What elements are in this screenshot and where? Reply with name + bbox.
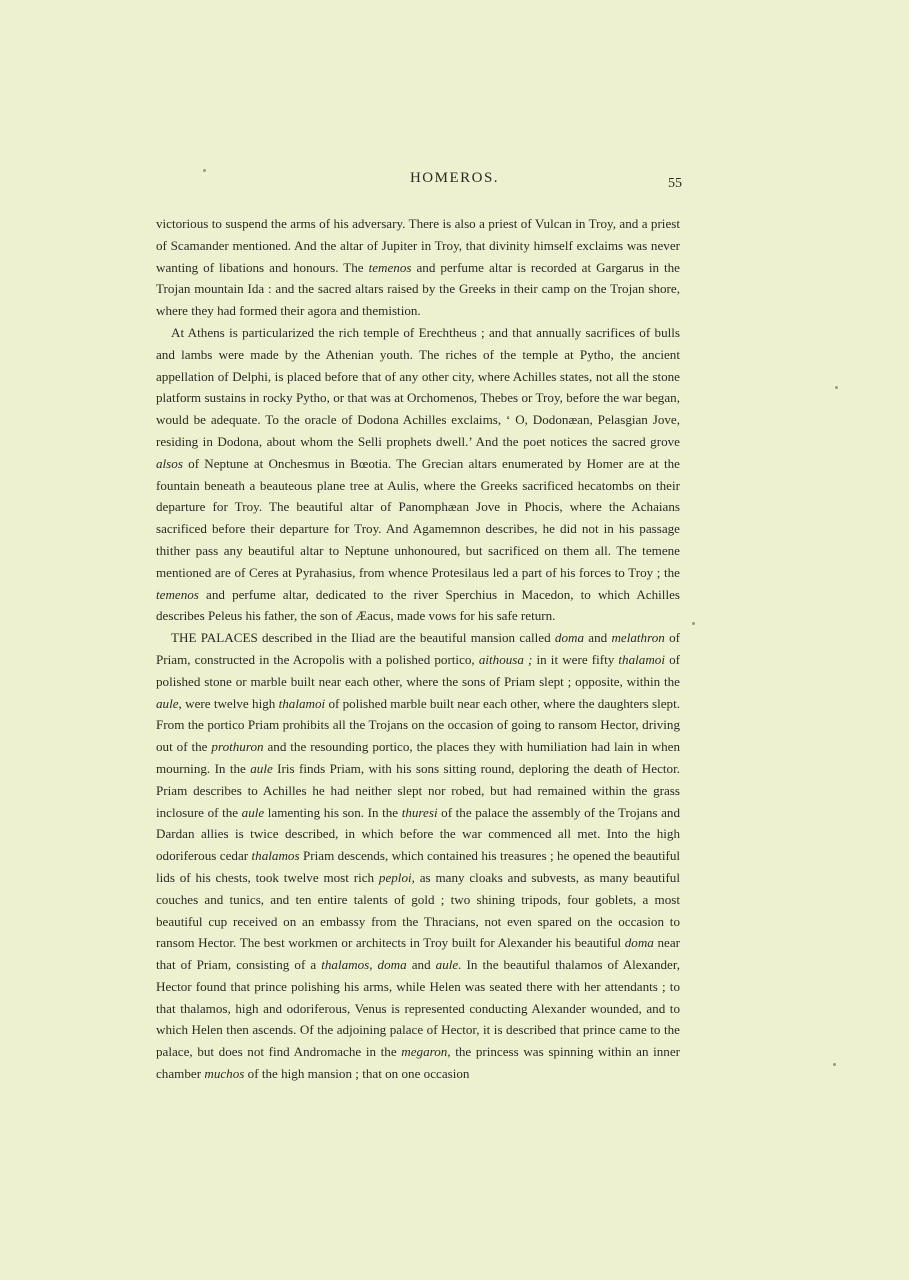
italic-term: temenos: [156, 586, 199, 602]
text-run: and perfume altar is recorded at Gargarus in the Trojan mountain Ida : and the sacred altars raised by the Greeks in their camp on the Trojan shore, where they had formed their agora and themistion.: [156, 259, 680, 319]
text-run: At Athens is particularized the rich temple of Erechtheus ; and that annually sacrifices of bulls and lambs were made by the Athenian youth. The riches of the temple at Pytho, the ancient appellation of Delphi, is placed before that of any other city, where Achilles states, not all the stone platform sustains in rocky Pytho, or that was at Orchomenos, Thebes or Troy, before the war began, would be adequate. To the oracle of Dodona Achilles exclaims, ‘ O, Dodonæan, Pelasgian Jove, residing in Dodona, about whom the Selli prophets dwell.’ And the poet notices the sacred grove: [156, 324, 680, 449]
italic-term: doma: [554, 630, 585, 646]
italic-term: doma: [624, 935, 654, 951]
italic-term: megaron,: [401, 1044, 451, 1060]
text-run: near that of Priam, consisting of a: [156, 935, 680, 973]
italic-term: prothuron: [211, 739, 264, 755]
text-run: of Neptune at Onchesmus in Bœotia. The Grecian altars enumerated by Homer are at the fountain beneath a beauteous plane tree at Aulis, where the Greeks sacrificed hecatombs on their departure for Troy. The beautiful altar of Panomphæan Jove in Phocis, where the Achaians sacrificed before their departure for Troy. And Agamemnon describes, he did not in his passage thither pass any beautiful altar to Neptune unhonoured, but sacrificed on them all. The temene mentioned are of Ceres at Pyrahasius, from whence Protesilaus led a part of his forces to Troy ; the: [156, 455, 680, 580]
text-run: of Priam, constructed in the Acropolis with a polished portico,: [156, 630, 680, 667]
italic-term: alsos: [156, 455, 183, 471]
italic-term: peploi,: [378, 869, 415, 885]
body-text: [156, 213, 680, 1085]
italic-term: aule: [241, 804, 265, 820]
text-run: were twelve high: [181, 695, 279, 711]
italic-term: aule.: [435, 957, 462, 973]
paragraph: [156, 213, 680, 322]
italic-term: aithousa ;: [478, 651, 533, 667]
printing-speck: [692, 622, 695, 625]
italic-term: aule,: [156, 695, 182, 711]
text-run: and: [406, 957, 436, 973]
printing-speck: [835, 386, 838, 389]
text-run: of the high mansion ; that on one occasion: [244, 1066, 470, 1082]
printing-speck: [203, 169, 206, 172]
text-run: and the resounding portico, the places they with humiliation had lain in when mourning. In the: [156, 739, 680, 776]
text-run: lamenting his son. In the: [264, 804, 402, 820]
italic-term: thalamos, doma: [321, 957, 407, 973]
text-run: the princess was spinning within an inner chamber: [156, 1044, 681, 1082]
italic-term: melathron: [611, 630, 665, 646]
italic-term: muchos: [204, 1066, 245, 1082]
italic-term: aule: [250, 760, 273, 776]
text-run: Priam descends, which contained his treasures ; he opened the beautiful lids of his chests, took twelve most rich: [156, 848, 681, 885]
text-run: as many cloaks and subvests, as many beautiful couches and tunics, and ten entire talents of gold ; two shining tripods, four goblets, a most beautiful cup received on an embassy from the Thracians, not even spared on the occasion to ransom Hector. The best workmen or architects in Troy built for Alexander his beautiful: [156, 869, 680, 951]
italic-term: thalamoi: [278, 695, 326, 711]
page-number: 55: [668, 176, 682, 191]
italic-term: thuresi: [401, 804, 438, 820]
text-run: In the beautiful thalamos of Alexander, Hector found that prince polishing his arms, while Helen was seated there with her attendants ; to that thalamos, high and odoriferous, Venus is represented conducting Alexander wounded, and to which Helen then ascends. Of the adjoining palace of Hector, it is described that prince came to the palace, but does not find Andromache in the: [156, 957, 680, 1060]
text-run: THE PALACES described in the Iliad are the beautiful mansion called: [171, 630, 555, 646]
paragraph: [156, 322, 680, 627]
text-run: of the palace the assembly of the Trojans and Dardan allies is twice described, in which before the war commenced all met. Into the high odoriferous cedar: [156, 804, 680, 864]
text-run: of polished stone or marble built near each other, where the sons of Priam slept ; opposite, within the: [156, 651, 680, 689]
italic-term: temenos: [368, 259, 412, 275]
text-run: victorious to suspend the arms of his adversary. There is also a priest of Vulcan in Troy, and a priest of Scamander mentioned. And the altar of Jupiter in Troy, that divinity himself exclaims was never wanting of libations and honours. The: [156, 216, 680, 275]
text-run: Iris finds Priam, with his sons sitting round, deploring the death of Hector. Priam describes to Achilles he had neither slept nor robed, but had remained within the grass inclosure of the: [156, 760, 680, 820]
italic-term: thalamoi: [618, 651, 665, 667]
running-header: HOMEROS.: [409, 170, 500, 186]
printing-speck: [833, 1063, 836, 1066]
italic-term: thalamos: [251, 848, 300, 864]
text-run: and perfume altar, dedicated to the river Sperchius in Macedon, to which Achilles describes Peleus his father, the son of Æacus, made vows for his safe return.: [156, 586, 680, 624]
text-run: in it were fifty: [532, 651, 619, 667]
paragraph: [156, 627, 680, 1085]
text-run: and: [584, 630, 612, 646]
text-run: of polished marble built near each other, where the daughters slept. From the portico Priam prohibits all the Trojans on the occasion of going to ransom Hector, driving out of the: [156, 695, 680, 755]
